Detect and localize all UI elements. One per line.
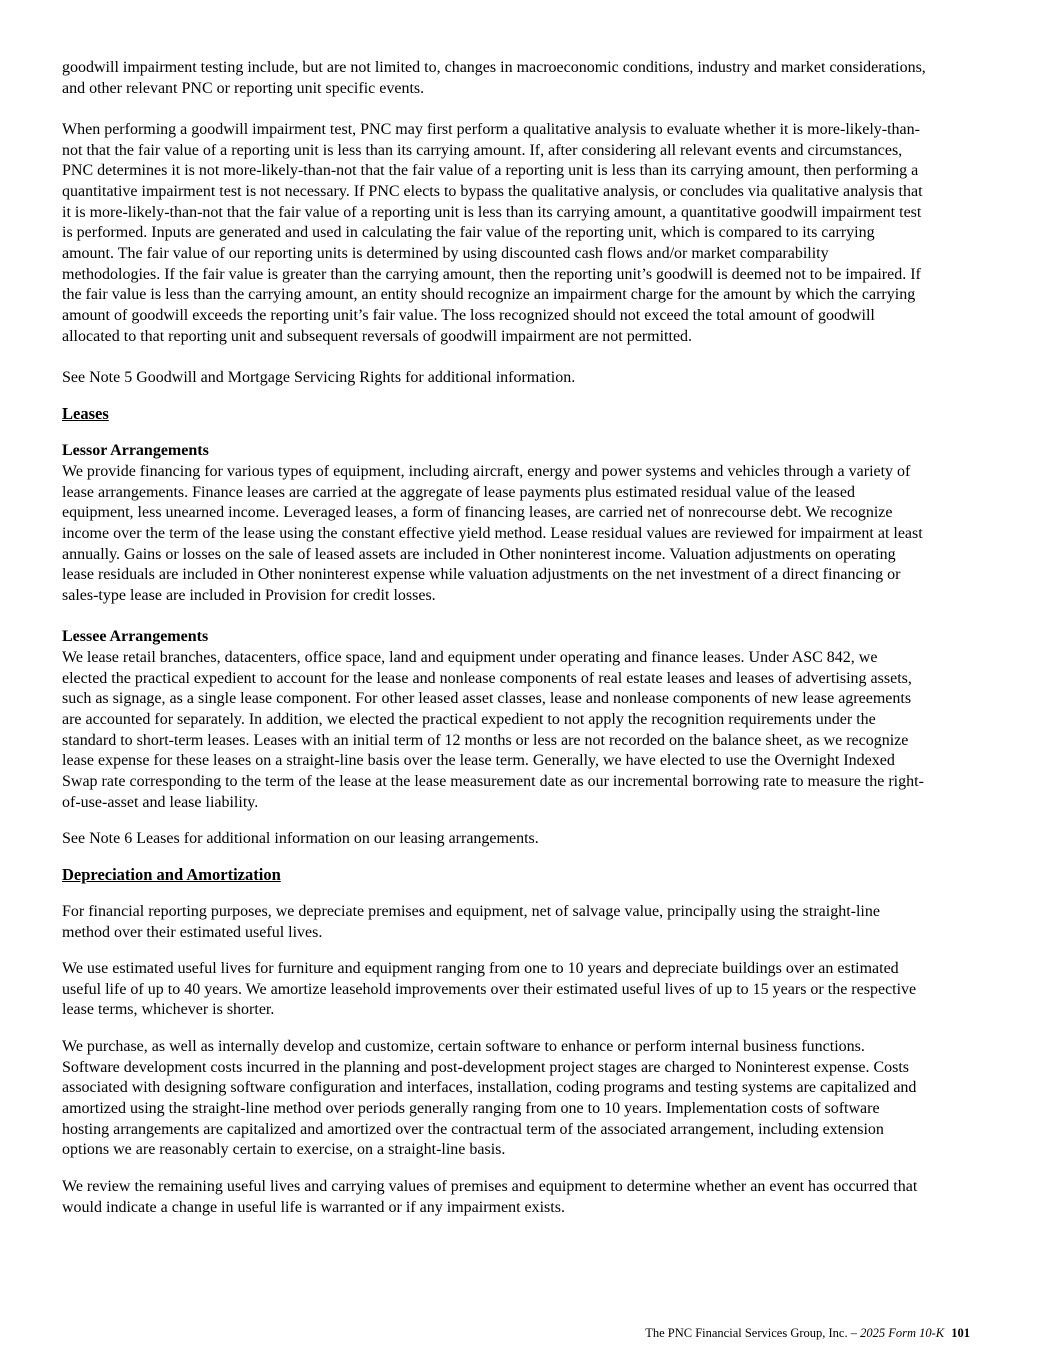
subheading-lessor: Lessor Arrangements [62,442,209,459]
text-line: and other relevant PNC or reporting unit specific events. [62,79,425,97]
paragraph-review [62,1177,1002,1218]
text-line: annually. Gains or losses on the sale of leased assets are included in Other noninterest income. Valuation adjustments on operating [62,545,896,563]
paragraph-depreciation-method [62,902,1002,943]
heading-leases: Leases [62,404,109,423]
text-line: are accounted for separately. In addition, we elected the practical expedient to not apply the recognition requirements under the [62,710,876,728]
text-line: standard to short-term leases. Leases with an initial term of 12 months or less are not recorded on the balance sheet, as we recognize [62,731,909,749]
text-line: elected the practical expedient to account for the lease and nonlease components of real estate leases and leases of advertising assets, [62,669,912,687]
text-line: allocated to that reporting unit and subsequent reversals of goodwill impairment are not permitted. [62,327,693,345]
text-line: income over the term of the lease using the constant effective yield method. Lease residual values are reviewed for impairment at least [62,524,923,542]
text-line: methodologies. If the fair value is greater than the carrying amount, then the reporting unit’s goodwill is deemed not to be impaired. If [62,265,921,283]
text-line: For financial reporting purposes, we depreciate premises and equipment, net of salvage value, principally using the straight-line [62,903,880,920]
text-line: We lease retail branches, datacenters, office space, land and equipment under operating and finance leases. Under ASC 842, we [62,649,878,666]
text-line: lease terms, whichever is shorter. [62,1001,275,1019]
text-line: amortized using the straight-line method over periods generally ranging from one to 10 years. Implementation costs of software [62,1099,880,1117]
text-line: lease arrangements. Finance leases are carried at the aggregate of lease payments plus estimated residual value of the leased [62,483,855,501]
text-line: such as signage, as a single lease component. For other leased asset classes, lease and nonlease components of new lease agreements [62,690,912,708]
heading-depreciation: Depreciation and Amortization [62,865,281,884]
text-line: associated with designing software configuration and interfaces, installation, coding programs and testing systems are capitalized and [62,1079,917,1097]
text-line: When performing a goodwill impairment test, PNC may first perform a qualitative analysis to evaluate whether it is more-likely-than- [62,121,920,138]
paragraph-goodwill-events [62,58,1002,99]
text-line: We use estimated useful lives for furniture and equipment ranging from one to 10 years and depreciate buildings over an estimated [62,960,899,977]
text-line: Software development costs incurred in the planning and post-development project stages are charged to Noninterest expense. Costs [62,1058,910,1076]
text-line: equipment, less unearned income. Leveraged leases, a form of financing leases, are carried net of nonrecourse debt. We recognize [62,504,893,522]
text-line: hosting arrangements are capitalized and amortized over the contractual term of the associated arrangement, including extension [62,1120,884,1138]
footer-company: The PNC Financial Services Group, Inc. – [645,1326,857,1340]
paragraph-see-note-6 [62,829,1002,850]
footer-form: 2025 Form 10-K [860,1326,945,1340]
paragraph-software [62,1037,1002,1161]
text-line: is performed. Inputs are generated and used in calculating the fair value of the reporting unit, which is compared to its carrying [62,224,875,242]
paragraph-lessor [62,462,1002,607]
paragraph-lessee [62,648,1002,813]
text-line: amount of goodwill exceeds the reporting unit’s fair value. The loss recognized should not exceed the total amount of goodwill [62,306,875,324]
text-line: the fair value is less than the carrying amount, an entity should recognize an impairment charge for the amount by which the carrying [62,286,916,304]
text-line: of-use-asset and lease liability. [62,793,259,811]
text-line: We purchase, as well as internally develop and customize, certain software to enhance or perform internal business functions. [62,1038,865,1055]
paragraph-goodwill-test [62,120,1002,347]
paragraph-useful-lives [62,959,1002,1021]
text-line: See Note 5 Goodwill and Mortgage Servicing Rights for additional information. [62,369,576,386]
text-line: useful life of up to 40 years. We amortize leasehold improvements over their estimated useful lives of up to 15 years or the respective [62,980,917,998]
text-line: See Note 6 Leases for additional information on our leasing arrangements. [62,830,539,847]
text-line: quantitative impairment test is not necessary. If PNC elects to bypass the qualitative analysis, or concludes via qualitative analysis that [62,182,923,200]
page-footer [560,1326,970,1341]
paragraph-see-note-5 [62,368,1002,389]
text-line: lease expense for these leases on a straight-line basis over the lease term. Generally, we have elected to use the Overnight Indexed [62,752,895,770]
text-line: lease residuals are included in Other noninterest expense while valuation adjustments on the net investment of a direct financing or [62,566,901,584]
text-line: not that the fair value of a reporting unit is less than its carrying amount. If, after considering all relevant events and circumstances, [62,141,903,159]
text-line: goodwill impairment testing include, but are not limited to, changes in macroeconomic conditions, industry and market considerations, [62,59,926,76]
text-line: We provide financing for various types of equipment, including aircraft, energy and power systems and vehicles through a variety of [62,463,911,480]
text-line: PNC determines it is not more-likely-than-not that the fair value of a reporting unit is less than its carrying amount, then performing a [62,162,919,180]
text-line: Swap rate corresponding to the term of the lease at the lease measurement date as our incremental borrowing rate to measure the right- [62,772,924,790]
text-line: amount. The fair value of our reporting units is determined by using discounted cash flows and/or market comparability [62,244,829,262]
subheading-lessee: Lessee Arrangements [62,628,209,645]
text-line: sales-type lease are included in Provision for credit losses. [62,586,436,604]
text-line: We review the remaining useful lives and carrying values of premises and equipment to determine whether an event has occurred that [62,1178,918,1195]
text-line: method over their estimated useful lives. [62,923,323,941]
text-line: it is more-likely-than-not that the fair value of a reporting unit is less than its carrying amount, a quantitative goodwill impairment test [62,203,922,221]
page-number: 101 [951,1326,970,1340]
text-line: would indicate a change in useful life is warranted or if any impairment exists. [62,1198,565,1216]
text-line: options we are reasonably certain to exercise, on a straight-line basis. [62,1141,506,1159]
